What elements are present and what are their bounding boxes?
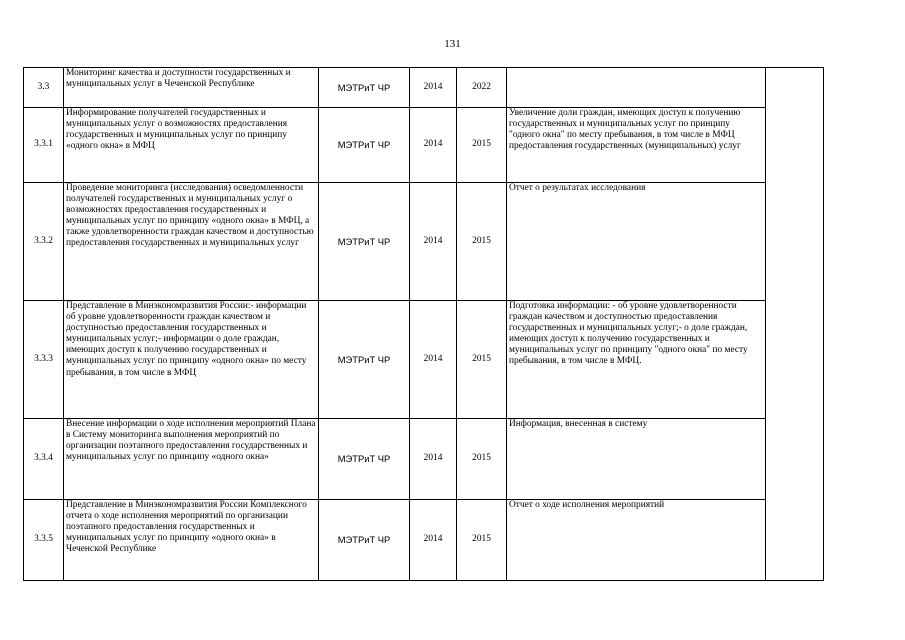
row-number: 3.3.3 bbox=[24, 301, 64, 419]
expected-result: Информация, внесенная в систему bbox=[507, 419, 766, 500]
executor: МЭТРиТ ЧР bbox=[319, 183, 410, 301]
start-year: 2014 bbox=[410, 183, 457, 301]
end-year: 2015 bbox=[457, 419, 507, 500]
executor: МЭТРиТ ЧР bbox=[319, 500, 410, 581]
activity-description: Представление в Минэкономразвития России:- информации об уровне удовлетворенности граждан качеством и доступностью предоставления государственных и муниципальных услуг;- информации о доле граждан, имеющих доступ к получению государственных и муниципальных услуг по принципу «одного окна» по месту пребывания, в том числе в МФЦ bbox=[64, 301, 319, 419]
table-row bbox=[24, 183, 824, 301]
plan-table bbox=[23, 67, 824, 581]
expected-result: Отчет о ходе исполнения мероприятий bbox=[507, 500, 766, 581]
executor: МЭТРиТ ЧР bbox=[319, 68, 410, 108]
row-number: 3.3.5 bbox=[24, 500, 64, 581]
table-row bbox=[24, 301, 824, 419]
table-row bbox=[24, 68, 824, 108]
executor: МЭТРиТ ЧР bbox=[319, 419, 410, 500]
end-year: 2022 bbox=[457, 68, 507, 108]
end-year: 2015 bbox=[457, 183, 507, 301]
executor: МЭТРиТ ЧР bbox=[319, 301, 410, 419]
start-year: 2014 bbox=[410, 500, 457, 581]
notes-column bbox=[766, 68, 824, 581]
start-year: 2014 bbox=[410, 301, 457, 419]
start-year: 2014 bbox=[410, 108, 457, 183]
end-year: 2015 bbox=[457, 301, 507, 419]
activity-description: Внесение информации о ходе исполнения мероприятий Плана в Систему мониторинга выполнения мероприятий по организации поэтапного предоставления государственных и муниципальных услуг по принципу «одного окна» bbox=[64, 419, 319, 500]
activity-description: Представление в Минэкономразвития России Комплексного отчета о ходе исполнения мероприятий по организации поэтапного предоставления государственных и муниципальных услуг по принципу «одного окна» в Чеченской Республике bbox=[64, 500, 319, 581]
expected-result: Увеличение доли граждан, имеющих доступ к получению государственных и муниципальных услуг по принципу "одного окна" по месту пребывания, в том числе в МФЦ предоставления государственных (муниципальных) услуг bbox=[507, 108, 766, 183]
end-year: 2015 bbox=[457, 500, 507, 581]
row-number: 3.3 bbox=[24, 68, 64, 108]
start-year: 2014 bbox=[410, 419, 457, 500]
activity-description: Информирование получателей государственных и муниципальных услуг о возможностях предоставления государственных и муниципальных услуг по принципу «одного окна» в МФЦ bbox=[64, 108, 319, 183]
activity-description: Мониторинг качества и доступности государственных и муниципальных услуг в Чеченской Республике bbox=[64, 68, 319, 108]
start-year: 2014 bbox=[410, 68, 457, 108]
row-number: 3.3.4 bbox=[24, 419, 64, 500]
expected-result: Отчет о результатах исследования bbox=[507, 183, 766, 301]
executor: МЭТРиТ ЧР bbox=[319, 108, 410, 183]
page-number: 131 bbox=[444, 38, 461, 50]
table-row bbox=[24, 108, 824, 183]
row-number: 3.3.1 bbox=[24, 108, 64, 183]
table-row bbox=[24, 500, 824, 581]
expected-result bbox=[507, 68, 766, 108]
expected-result: Подготовка информации: - об уровне удовлетворенности граждан качеством и доступностью предоставления государственных и муниципальных услуг;- о доле граждан, имеющих доступ к получению государственных и муниципальных услуг по принципу "одного окна" по месту пребывания, в том числе в МФЦ. bbox=[507, 301, 766, 419]
end-year: 2015 bbox=[457, 108, 507, 183]
row-number: 3.3.2 bbox=[24, 183, 64, 301]
activity-description: Проведение мониторинга (исследования) осведомленности получателей государственных и муниципальных услуг о возможностях предоставления государственных и муниципальных услуг по принципу «одного окна» в МФЦ, а также удовлетворенности граждан качеством и доступностью предоставления государственных и муниципальных услуг bbox=[64, 183, 319, 301]
table-row bbox=[24, 419, 824, 500]
